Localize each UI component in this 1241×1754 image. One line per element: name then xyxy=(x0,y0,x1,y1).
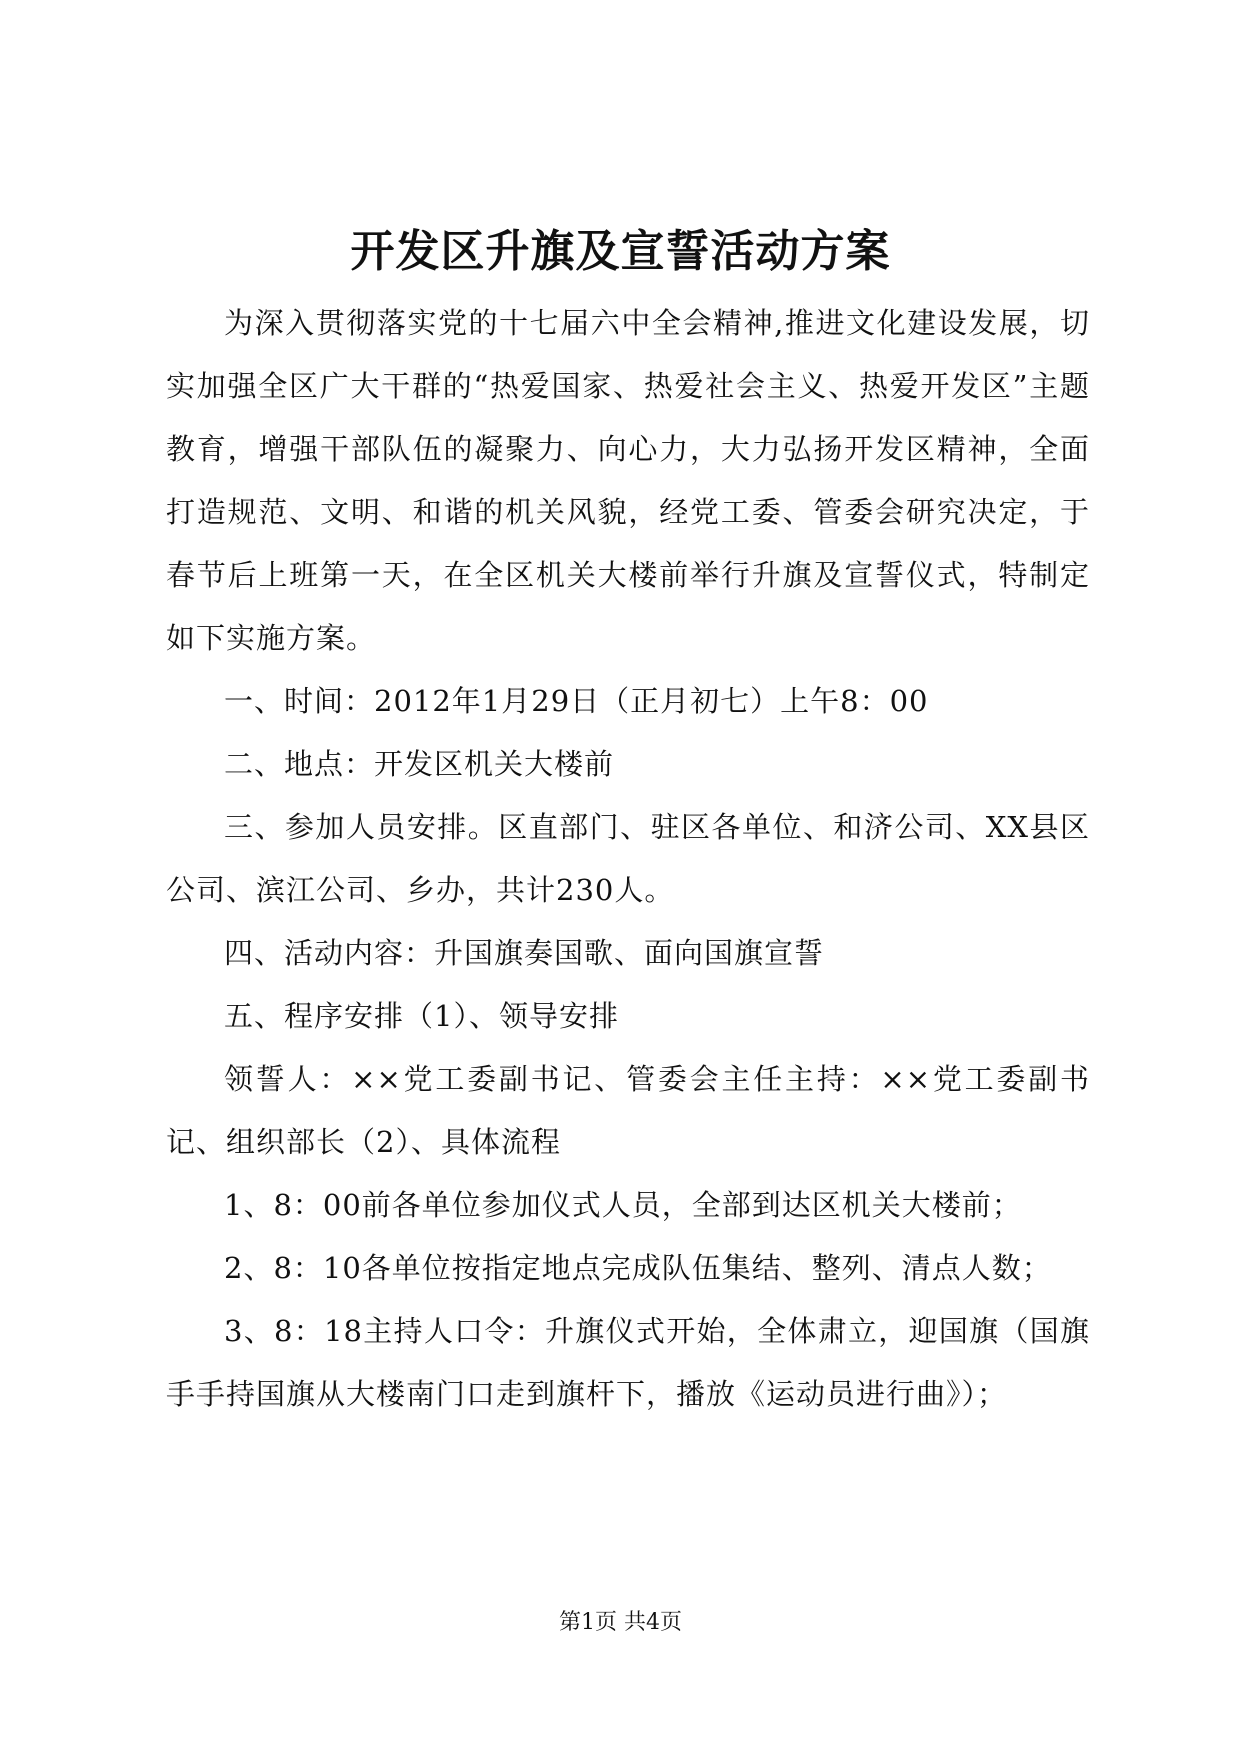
paragraph-step-1: 1、8：00前各单位参加仪式人员，全部到达区机关大楼前； xyxy=(224,1188,1022,1222)
paragraph-program: 五、程序安排（1）、领导安排 xyxy=(224,999,619,1033)
document-title: 开发区升旗及宣誓活动方案 xyxy=(350,226,891,277)
paragraph-location: 二、地点：开发区机关大楼前 xyxy=(224,747,615,781)
paragraph-activity: 四、活动内容：升国旗奏国歌、面向国旗宣誓 xyxy=(224,936,825,970)
paragraph-leaders: 领誓人：××党工委副书记、管委会主任主持：××党工委副书记、组织部长（2）、具体流程 xyxy=(166,1062,1090,1159)
paragraph-time: 一、时间：2012年1月29日（正月初七）上午8：00 xyxy=(224,684,929,718)
paragraph-step-2: 2、8：10各单位按指定地点完成队伍集结、整列、清点人数； xyxy=(224,1251,1052,1285)
paragraph-participants: 三、参加人员安排。区直部门、驻区各单位、和济公司、XX县区公司、滨江公司、乡办，共计230人。 xyxy=(166,810,1090,907)
document-body xyxy=(166,292,1090,1426)
paragraph-step-3: 3、8：18主持人口令：升旗仪式开始，全体肃立，迎国旗（国旗手手持国旗从大楼南门口走到旗杆下，播放《运动员进行曲》）； xyxy=(166,1314,1090,1411)
page-number-footer: 第1页 共4页 xyxy=(559,1610,682,1635)
paragraph-intro: 为深入贯彻落实党的十七届六中全会精神,推进文化建设发展，切实加强全区广大干群的“热爱国家、热爱社会主义、热爱开发区”主题教育，增强干部队伍的凝聚力、向心力，大力弘扬开发区精神，全面打造规范、文明、和谐的机关风貌，经党工委、管委会研究决定，于春节后上班第一天，在全区机关大楼前举行升旗及宣誓仪式，特制定如下实施方案。 xyxy=(166,306,1090,655)
